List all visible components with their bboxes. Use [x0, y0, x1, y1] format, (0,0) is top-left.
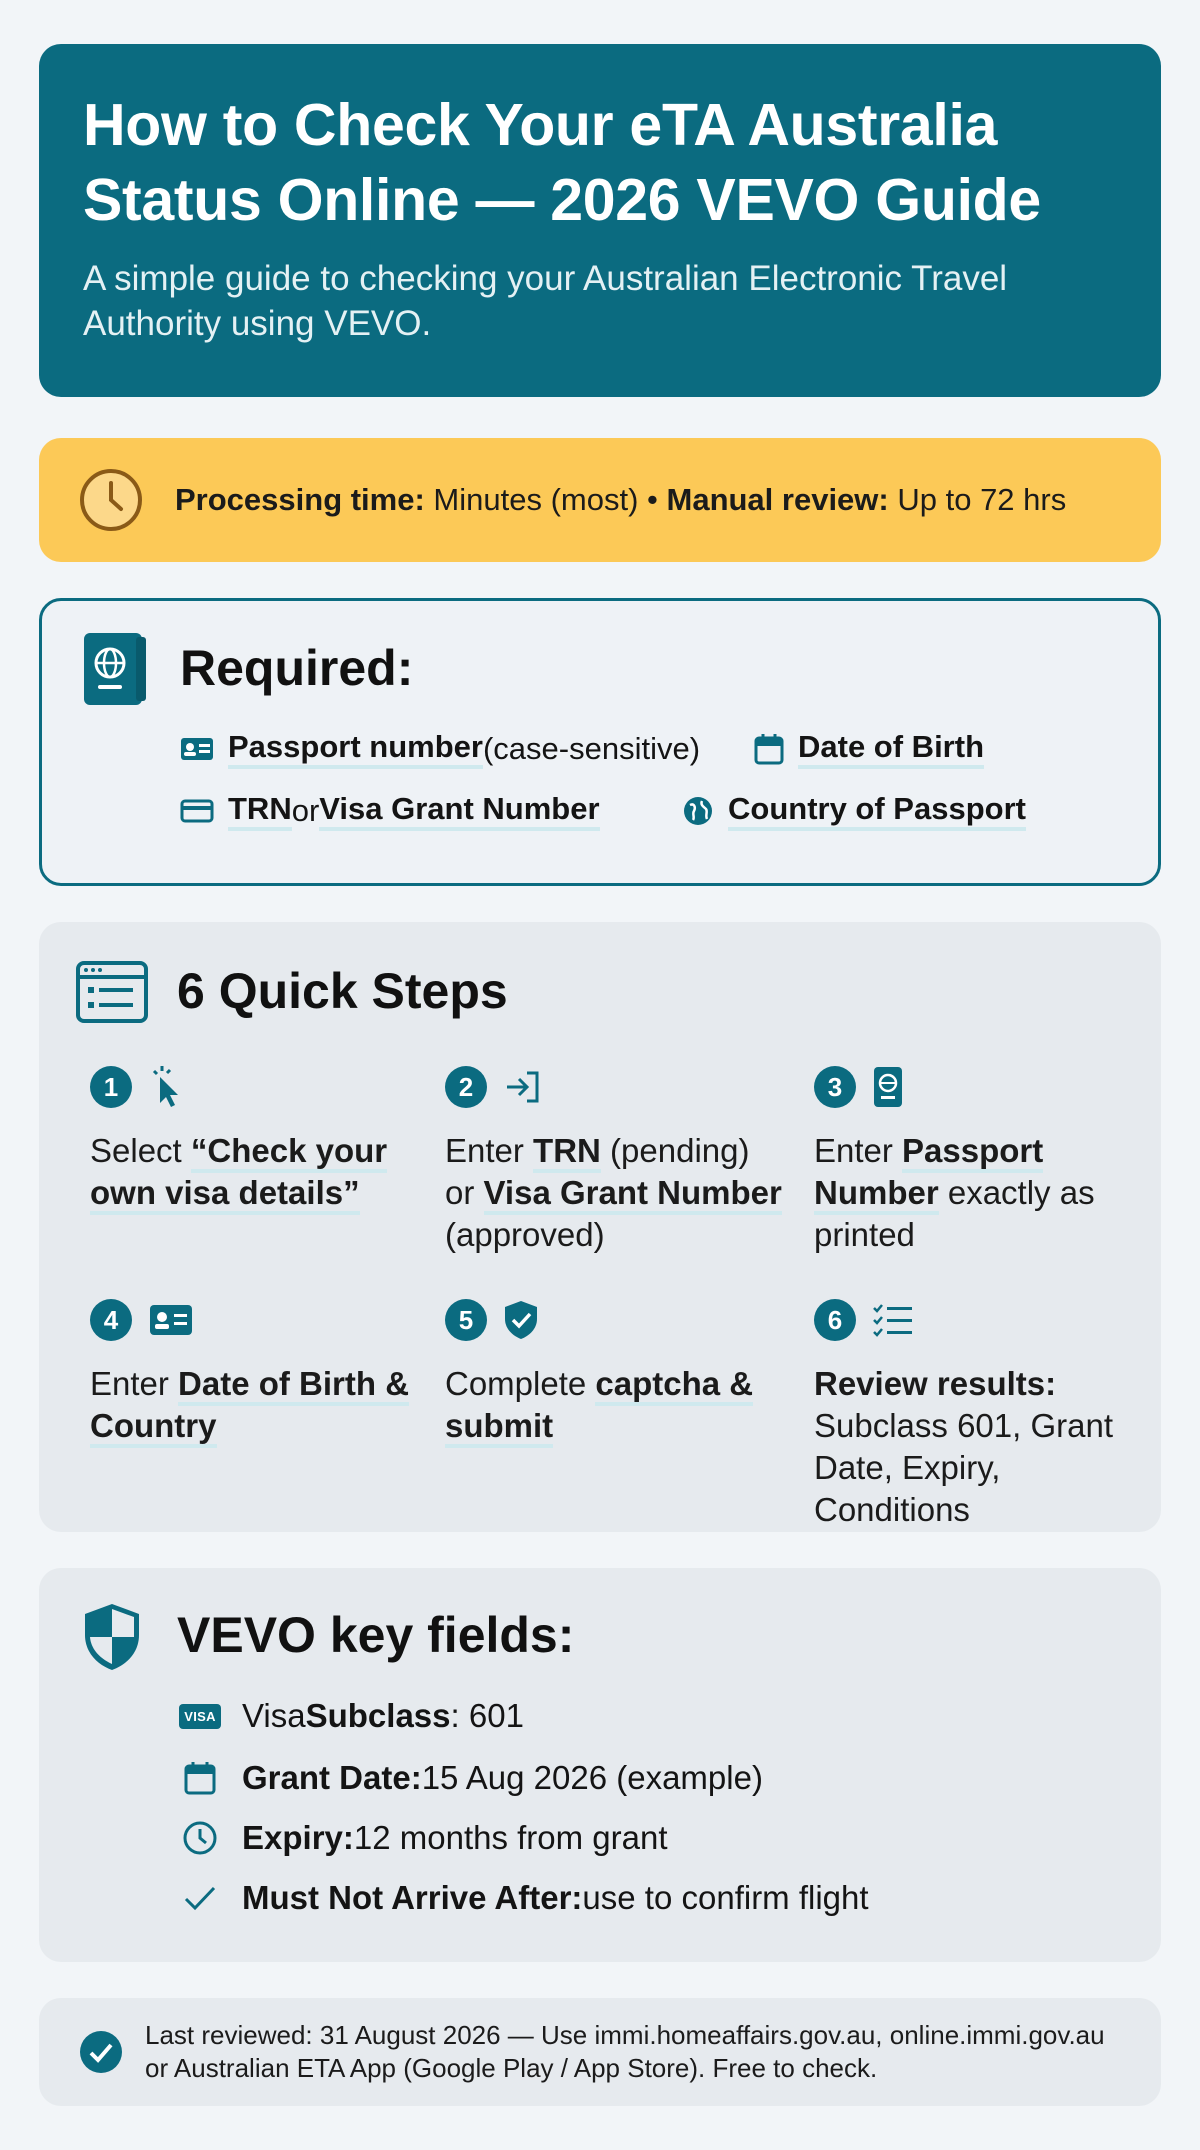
passport-label: Passport number [228, 729, 483, 769]
step-text-plain: exactly as printed [814, 1174, 1095, 1253]
step-text-bold: “Check your own visa details” [90, 1132, 387, 1215]
subclass-label: Subclass [305, 1697, 451, 1734]
step-text [90, 1130, 430, 1214]
step-text-plain: Enter [814, 1132, 903, 1169]
step-text-plain: Complete [445, 1365, 596, 1402]
subclass-prefix: Visa [242, 1697, 306, 1734]
required-title: Required: [180, 640, 414, 696]
step-text-bold: Date of Birth & Country [90, 1365, 409, 1448]
login-arrow-icon [503, 1069, 543, 1105]
step-text-bold: Passport Number [814, 1132, 1043, 1215]
subtitle-line-2: Authority using VEVO. [83, 304, 432, 343]
step-number: 5 [445, 1299, 487, 1341]
credit-card-icon [180, 799, 214, 823]
expiry-label: Expiry: [242, 1819, 354, 1856]
required-country [682, 791, 1026, 831]
shield-icon [81, 1601, 143, 1673]
required-dob [754, 729, 984, 769]
step-text-bold: TRN [533, 1132, 601, 1173]
clock-icon [182, 1820, 218, 1856]
step-text [814, 1363, 1159, 1531]
grant-label: Grant Date: [242, 1759, 422, 1796]
step-text-bold: captcha & submit [445, 1365, 753, 1448]
calendar-icon [183, 1760, 217, 1796]
processing-label: Processing time: [175, 482, 425, 517]
step-text-plain: (approved) [445, 1216, 605, 1253]
footer-line-2: or Australian ETA App (Google Play / App Store). Free to check. [145, 2053, 878, 2083]
country-label: Country of Passport [728, 791, 1026, 831]
browser-list-icon [75, 960, 149, 1024]
processing-text [175, 482, 1066, 518]
review-value: Up to 72 hrs [888, 482, 1067, 517]
check-icon [183, 1884, 217, 1912]
cursor-click-icon [148, 1065, 184, 1109]
processing-banner [39, 438, 1161, 562]
step-1 [90, 1062, 430, 1214]
step-number: 2 [445, 1066, 487, 1108]
footer-note [39, 1998, 1161, 2106]
vevo-arrive-after [178, 1878, 869, 1918]
step-5 [445, 1295, 785, 1447]
step-text-bold: Visa Grant Number [484, 1174, 782, 1215]
step-text [445, 1130, 785, 1256]
expiry-value: 12 months from grant [353, 1819, 668, 1856]
vevo-card [39, 1568, 1161, 1962]
step-number: 1 [90, 1066, 132, 1108]
clock-icon [77, 466, 145, 534]
visa-grant-label: Visa Grant Number [319, 791, 599, 831]
id-card-icon [180, 737, 214, 761]
subtitle-line-1: A simple guide to checking your Australian Electronic Travel [83, 259, 1008, 298]
required-card [39, 598, 1161, 886]
step-text [814, 1130, 1154, 1256]
title-line-2: Status Online — 2026 VEVO Guide [83, 167, 1041, 233]
step-text-plain: Enter [445, 1132, 534, 1169]
footer-text [145, 2019, 1105, 2085]
shield-check-icon [503, 1299, 539, 1341]
globe-icon [682, 795, 714, 827]
id-card-icon [148, 1303, 194, 1337]
step-number: 4 [90, 1299, 132, 1341]
step-text-plain: Enter [90, 1365, 179, 1402]
header-card [39, 44, 1161, 397]
passport-note: (case-sensitive) [482, 731, 701, 766]
review-label: Manual review: [666, 482, 889, 517]
step-number: 3 [814, 1066, 856, 1108]
step-text [445, 1363, 785, 1447]
step-text-bold: Review results: [814, 1365, 1057, 1402]
step-number: 6 [814, 1299, 856, 1341]
vevo-expiry [178, 1818, 668, 1858]
vevo-subclass [178, 1696, 524, 1736]
step-6 [814, 1295, 1159, 1531]
dob-label: Date of Birth [798, 729, 984, 769]
trn-label: TRN [228, 791, 292, 831]
steps-title: 6 Quick Steps [177, 963, 508, 1019]
processing-value: Minutes (most) • [424, 482, 667, 517]
step-4 [90, 1295, 430, 1447]
arrive-value: use to confirm flight [582, 1879, 869, 1916]
vevo-grant-date [178, 1758, 763, 1798]
checklist-icon [872, 1302, 914, 1338]
step-text [90, 1363, 430, 1447]
footer-line-1: Last reviewed: 31 August 2026 — Use immi.homeaffairs.gov.au, online.immi.gov.au [145, 2020, 1105, 2050]
steps-card [39, 922, 1161, 1532]
page-title [83, 88, 1117, 238]
step-text-plain: Select [90, 1132, 191, 1169]
step-text-plain: Subclass 601, Grant Date, Expiry, Conditions [814, 1407, 1113, 1528]
vevo-title: VEVO key fields: [177, 1607, 575, 1663]
trn-or: or [291, 793, 320, 828]
step-text-plain: (pending) or [445, 1132, 750, 1211]
arrive-label: Must Not Arrive After: [242, 1879, 583, 1916]
title-line-1: How to Check Your eTA Australia [83, 92, 998, 158]
grant-value: 15 Aug 2026 (example) [421, 1759, 763, 1796]
check-circle-icon [79, 2030, 123, 2074]
passport-icon [872, 1065, 906, 1109]
required-trn [180, 791, 600, 831]
passport-icon [82, 631, 148, 707]
subclass-value: : 601 [450, 1697, 524, 1734]
required-passport [180, 729, 700, 769]
calendar-icon [754, 733, 784, 765]
step-2 [445, 1062, 785, 1256]
page-subtitle [83, 256, 1117, 346]
step-3 [814, 1062, 1154, 1256]
visa-badge-icon: VISA [179, 1704, 221, 1729]
